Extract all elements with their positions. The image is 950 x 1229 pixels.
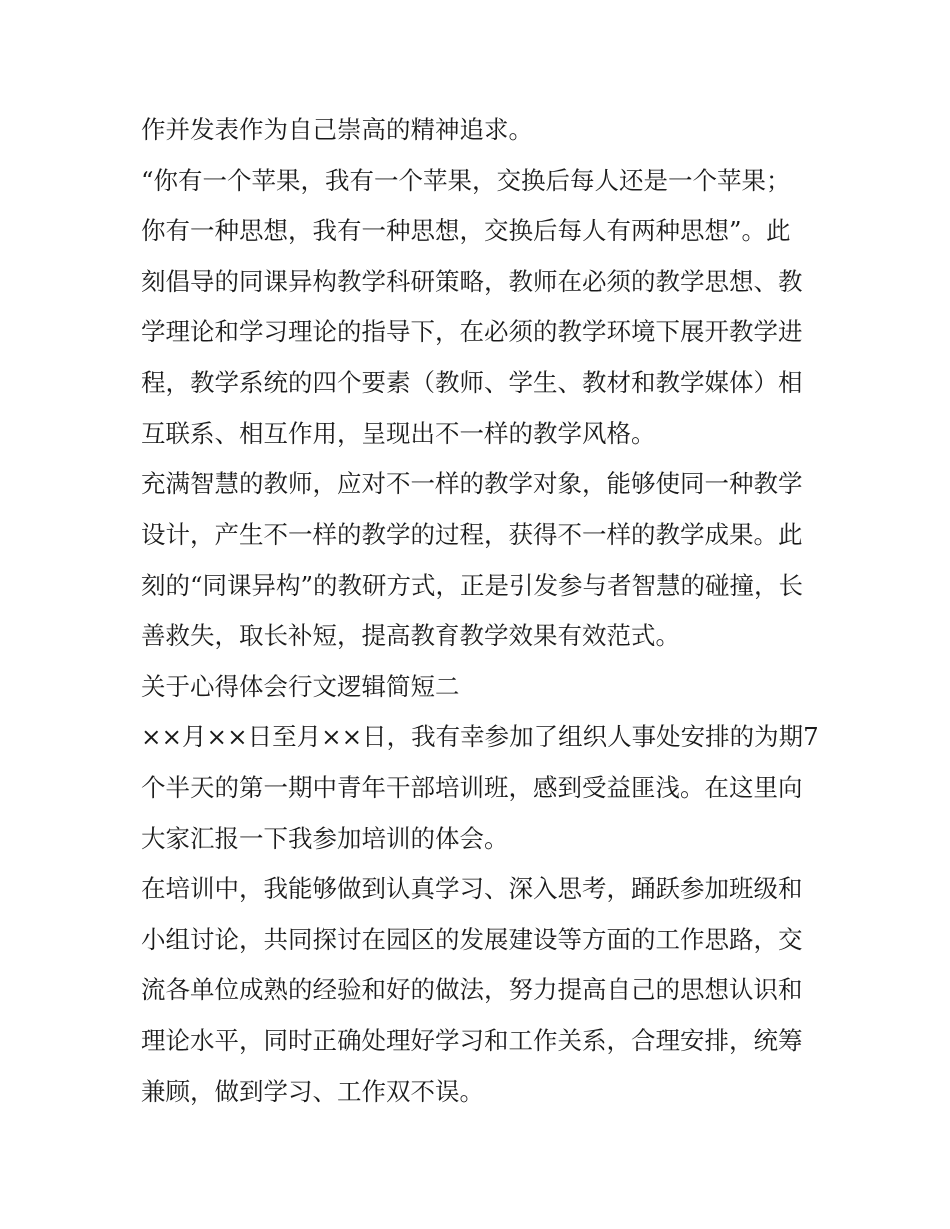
section-heading: 关于心得体会行文逻辑简短二 — [141, 672, 460, 701]
text-line: 在培训中，我能够做到认真学习、深入思考，踊跃参加班级和 — [141, 874, 803, 903]
text-line: 作并发表作为自己崇高的精神追求。 — [141, 115, 533, 144]
text-line: 刻的“同课异构”的教研方式，正是引发参与者智慧的碰撞，长 — [141, 571, 804, 600]
text-line: 刻倡导的同课异构教学科研策略，教师在必须的教学思想、教 — [141, 267, 803, 296]
text-line: 设计，产生不一样的教学的过程，获得不一样的教学成果。此 — [141, 520, 803, 549]
text-line: 理论水平，同时正确处理好学习和工作关系，合理安排，统筹 — [141, 1026, 803, 1055]
text-line: 小组讨论，共同探讨在园区的发展建设等方面的工作思路，交 — [141, 925, 803, 954]
text-line: “你有一个苹果，我有一个苹果，交换后每人还是一个苹果； — [141, 166, 791, 195]
text-line: 程，教学系统的四个要素（教师、学生、教材和教学媒体）相 — [141, 368, 803, 397]
text-line: ××月××日至月××日，我有幸参加了组织人事处安排的为期7 — [141, 722, 819, 751]
text-line: 学理论和学习理论的指导下，在必须的教学环境下展开教学进 — [141, 317, 803, 346]
text-line: 你有一种思想，我有一种思想，交换后每人有两种思想”。此 — [141, 216, 791, 245]
text-line: 善救失，取长补短，提高教育教学效果有效范式。 — [141, 621, 680, 650]
text-line: 充满智慧的教师，应对不一样的教学对象，能够使同一种教学 — [141, 469, 803, 498]
text-line: 个半天的第一期中青年干部培训班，感到受益匪浅。在这里向 — [141, 773, 803, 802]
text-line: 兼顾，做到学习、工作双不误。 — [141, 1077, 484, 1106]
text-line: 大家汇报一下我参加培训的体会。 — [141, 824, 509, 853]
text-line: 流各单位成熟的经验和好的做法，努力提高自己的思想认识和 — [141, 975, 803, 1004]
text-line: 互联系、相互作用，呈现出不一样的教学风格。 — [141, 419, 656, 448]
